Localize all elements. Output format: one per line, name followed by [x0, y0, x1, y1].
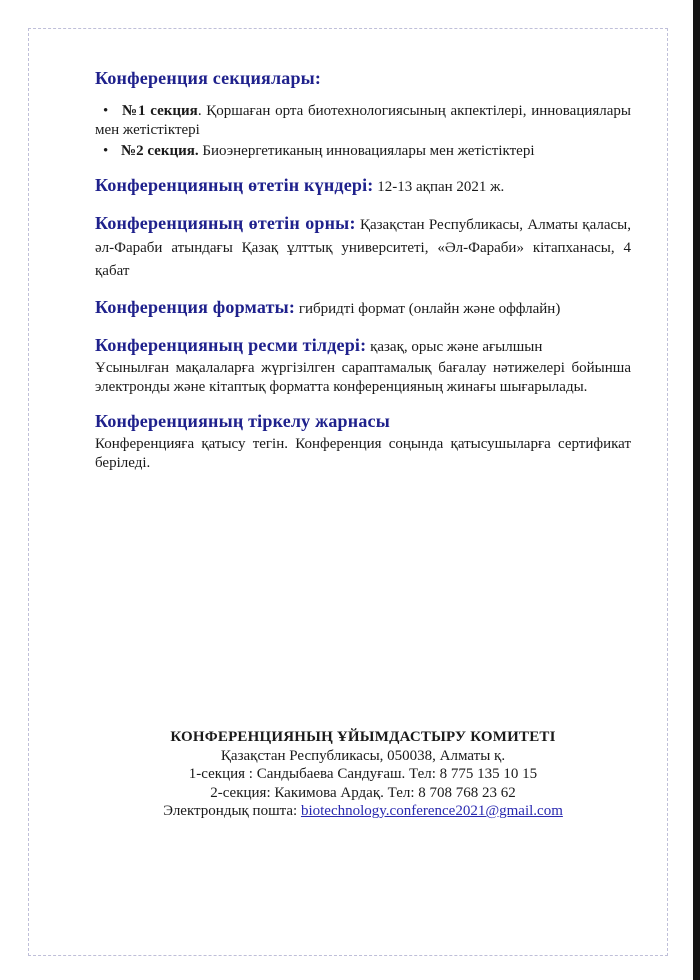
- bullet-icon: •: [103, 143, 109, 159]
- section1-label: №1 секция: [121, 103, 198, 119]
- conference-dates: [95, 174, 631, 199]
- section1-description: . Қоршаған орта биотехнологиясының акпектілері, инновациялары мен жетістіктері: [95, 103, 631, 138]
- committee-title: КОНФЕРЕНЦИЯНЫҢ ҰЙЫМДАСТЫРУ КОМИТЕТІ: [170, 729, 556, 745]
- conference-languages: [95, 334, 631, 359]
- conference-languages-label: Конференцияның ресми тілдері:: [95, 335, 367, 355]
- conference-venue: [95, 212, 631, 283]
- proceedings-note: Ұсынылған мақалаларға жүргізілген сараптамалық бағалау нәтижелері бойынша электронды және кітаптық форматта конференцияның жинағы шығарылады.: [95, 360, 631, 395]
- section2-label: №2 секция.: [121, 143, 199, 159]
- conference-dates-value: 12-13 ақпан 2021 ж.: [377, 179, 505, 195]
- committee-contact-section1: 1-секция : Сандыбаева Сандуғаш. Тел: 8 775 135 10 15: [188, 766, 538, 782]
- registration-fee-label: Конференцияның тіркелу жарнасы: [95, 411, 390, 431]
- conference-venue-label: Конференцияның өтетін орны:: [95, 213, 356, 233]
- document-body: [95, 58, 631, 473]
- organizing-committee-block: [95, 728, 631, 821]
- email-label: Электрондық пошта:: [163, 803, 298, 819]
- committee-contact-section2: 2-секция: Какимова Ардақ. Тел: 8 708 768 23 62: [210, 784, 516, 801]
- section2-description: Биоэнергетиканың инновациялары мен жетістіктері: [198, 143, 535, 159]
- registration-fee-heading: [95, 410, 631, 435]
- committee-email-line: [95, 802, 631, 821]
- list-item: [95, 102, 631, 140]
- conference-languages-value: қазақ, орыс және ағылшын: [370, 339, 543, 355]
- sections-bullet-list: [95, 102, 631, 161]
- email-link[interactable]: biotechnology.conference2021@gmail.com: [300, 803, 563, 819]
- committee-address: Қазақстан Республикасы, 050038, Алматы қ.: [220, 747, 506, 764]
- conference-venue-value: Қазақстан Республикасы, Алматы қаласы, әл-Фараби атындағы Қазақ ұлттық университеті, «Әл-Фараби» кітапханасы, 4 қабат: [95, 217, 631, 279]
- list-item: [95, 142, 631, 161]
- conference-format-value: гибридті формат (онлайн және оффлайн): [298, 301, 561, 317]
- conference-format-label: Конференция форматы:: [95, 297, 296, 317]
- registration-fee-note: Конференцияға қатысу тегін. Конференция соңында қатысушыларға сертификат беріледі.: [95, 436, 631, 471]
- conference-sections-heading: Конференция секциялары:: [95, 68, 322, 88]
- conference-format: [95, 296, 631, 321]
- conference-dates-label: Конференцияның өтетін күндері:: [95, 175, 374, 195]
- screenshot-right-edge: [693, 0, 700, 980]
- bullet-icon: •: [103, 103, 109, 119]
